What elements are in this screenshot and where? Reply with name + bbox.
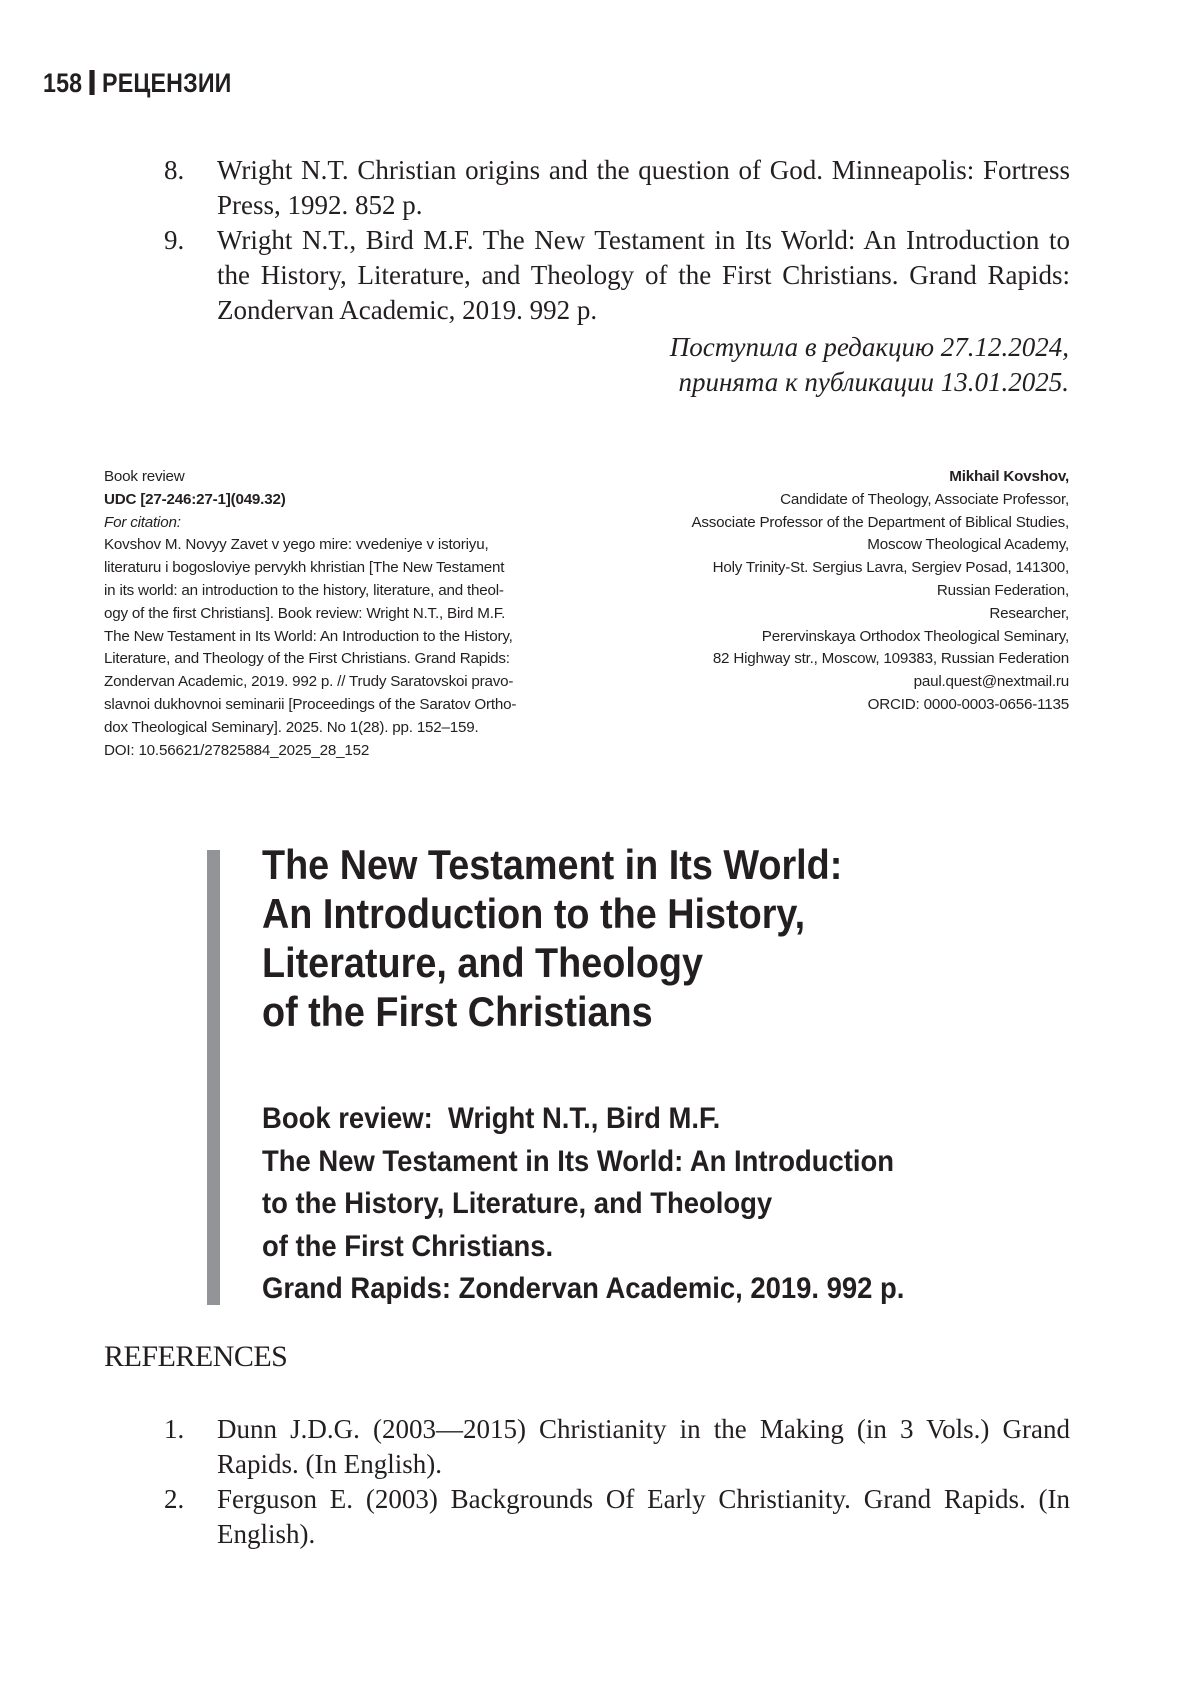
- citation-text: [104, 534, 596, 739]
- reference-number: 1.: [164, 1414, 185, 1444]
- accepted-line: принята к публикации 13.01.2025.: [678, 367, 1069, 397]
- reference-text: Dunn J.D.G. (2003—2015) Christianity in the Making (in 3 Vols.) Grand Rapids. (In English).: [217, 1414, 1070, 1479]
- citation-line: slavnoi dukhovnoi seminarii [Proceedings of the Saratov Ortho-: [104, 695, 517, 713]
- section-divider: [89, 70, 94, 95]
- author-line: Associate Professor of the Department of Biblical Studies,: [691, 513, 1069, 531]
- for-citation-label: For citation:: [104, 513, 181, 531]
- udc-code: UDC [27-246:27-1](049.32): [104, 490, 286, 508]
- reference-list: [150, 1412, 1070, 1552]
- reference-text: Wright N.T., Bird M.F. The New Testament in Its World: An Introduction to the History, Literature, and Theology of the First Christians. Grand Rapids: Zondervan Academic, 2019. 992 p.: [217, 225, 1070, 325]
- subtitle-line: Book review: Wright N.T., Bird M.F.: [262, 1102, 721, 1135]
- reference-number: 2.: [164, 1484, 185, 1514]
- title-line: An Introduction to the History,: [262, 890, 806, 937]
- running-head: [43, 68, 232, 99]
- author-orcid[interactable]: ORCID: 0000-0003-0656-1135: [867, 695, 1069, 713]
- subtitle-line: to the History, Literature, and Theology: [262, 1187, 773, 1220]
- author-line: Researcher,: [989, 604, 1069, 622]
- citation-line: The New Testament in Its World: An Introduction to the History,: [104, 627, 513, 645]
- reference-number: 9.: [164, 225, 185, 255]
- top-reference-list: [150, 153, 1070, 328]
- subtitle-line: of the First Christians.: [262, 1229, 554, 1263]
- author-line: Holy Trinity-St. Sergius Lavra, Sergiev Posad, 141300,: [712, 559, 1069, 577]
- title-line: of the First Christians: [262, 988, 653, 1035]
- author-line: Russian Federation,: [936, 581, 1069, 599]
- subtitle-line: The New Testament in Its World: An Introduction: [262, 1144, 895, 1178]
- title-line: The New Testament in Its World:: [262, 841, 843, 888]
- author-info: [569, 466, 1069, 717]
- article-type: Book review: [104, 468, 185, 485]
- reference-text: Ferguson E. (2003) Backgrounds Of Early Christianity. Grand Rapids. (In English).: [217, 1484, 1070, 1549]
- author-line: Candidate of Theology, Associate Professor,: [780, 490, 1069, 508]
- references-heading: REFERENCES: [104, 1340, 288, 1373]
- received-line: Поступила в редакцию 27.12.2024,: [669, 332, 1069, 362]
- list-item: [150, 1482, 1070, 1552]
- list-item: [150, 153, 1070, 223]
- citation-line: Literature, and Theology of the First Christians. Grand Rapids:: [104, 650, 510, 668]
- author-email[interactable]: paul.quest@nextmail.ru: [913, 673, 1069, 691]
- citation-line: Zondervan Academic, 2019. 992 p. // Trudy Saratovskoi pravo-: [104, 673, 514, 691]
- reference-text: Wright N.T. Christian origins and the question of God. Minneapolis: Fortress Press, 1992. 852 p.: [217, 155, 1070, 220]
- title-accent-bar: [207, 850, 220, 1305]
- article-title: [262, 840, 1000, 1036]
- author-line: 82 Highway str., Moscow, 109383, Russian Federation: [712, 650, 1069, 668]
- title-line: Literature, and Theology: [262, 939, 704, 986]
- subtitle-line: Grand Rapids: Zondervan Academic, 2019. 992 p.: [262, 1272, 905, 1305]
- citation-line: literaturu i bogosloviye pervykh khristian [The New Testament: [104, 559, 505, 577]
- author-line: Perervinskaya Orthodox Theological Seminary,: [761, 627, 1069, 645]
- page-number: 158: [43, 68, 83, 98]
- reference-number: 8.: [164, 155, 185, 185]
- citation-line: Kovshov M. Novyy Zavet v yego mire: vvedeniye v istoriyu,: [104, 536, 489, 554]
- list-item: [150, 223, 1070, 328]
- article-meta: [104, 466, 596, 762]
- author-name: Mikhail Kovshov,: [949, 468, 1069, 485]
- citation-line: ogy of the first Christians]. Book review: Wright N.T., Bird M.F.: [104, 604, 506, 622]
- article-subtitle: [262, 1098, 1062, 1311]
- citation-line: in its world: an introduction to the history, literature, and theol-: [104, 581, 504, 599]
- author-line: Moscow Theological Academy,: [867, 536, 1069, 554]
- list-item: [150, 1412, 1070, 1482]
- doi-link[interactable]: DOI: 10.56621/27825884_2025_28_152: [104, 741, 370, 759]
- citation-line: dox Theological Seminary]. 2025. No 1(28). pp. 152–159.: [104, 718, 479, 736]
- received-dates: [469, 330, 1069, 400]
- section-name: РЕЦЕНЗИИ: [102, 68, 232, 98]
